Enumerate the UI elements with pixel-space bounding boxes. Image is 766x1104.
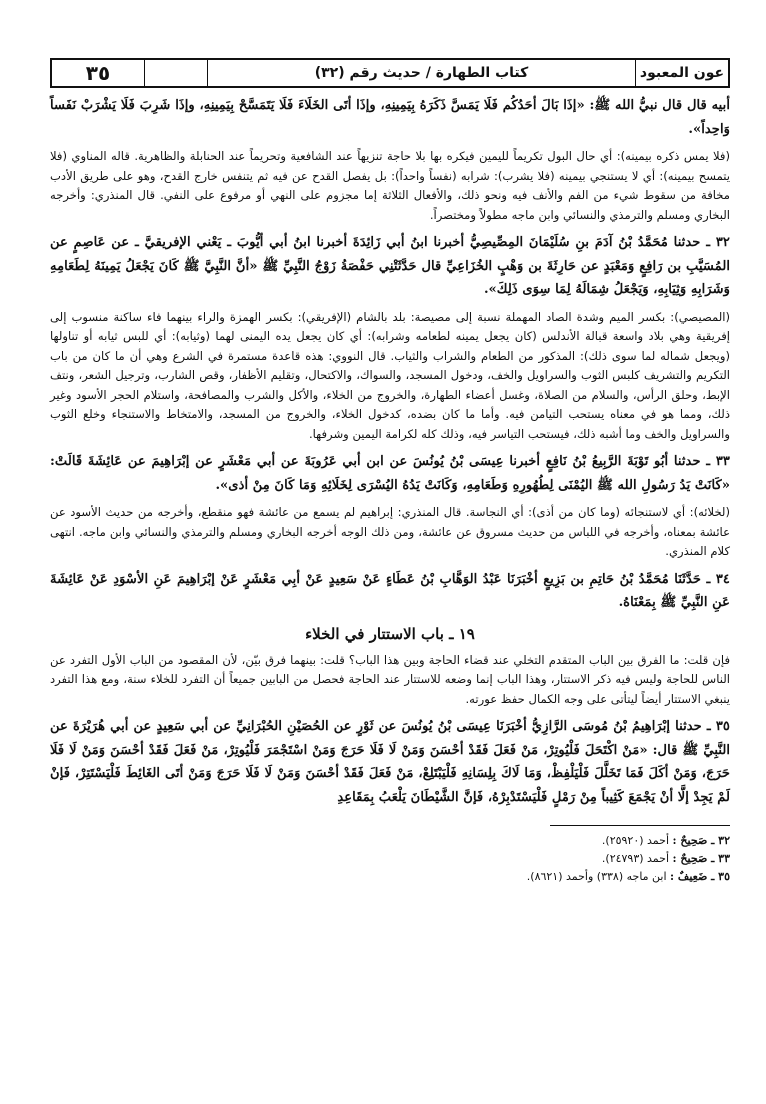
footnote-label: ٣٢ ـ صَحِيحٌ : [672,834,730,847]
hadith-text: ٣٢ ـ حدثنا مُحَمَّدُ بْنُ آدَمَ بنِ سُلَيْمَانَ المِصِّيصِيُّ أخبرنا ابنُ أبي زَائِدَةَ أخبرنا ابنُ أبي أيُّوبَ ـ يَعْني الإفريقيَّ ـ عن عَاصِمٍ عن المُسَيَّبِ بن رَافِعٍ وَمَعْبَدٍ عن حَارِثَةَ بن وَهْبٍ الخُزَاعِيِّ قال حَدَّثَتْنِي حَفْصَةُ زَوْجُ النَّبِيِّ ﷺ «أنَّ النَّبِيَّ ﷺ كَانَ يَجْعَلُ يَمِينَهُ لِطَعَامِهِ وَشَرَابِهِ وَثِيَابِهِ، وَيَجْعَلُ شِمَالَهُ لِمَا سِوَى ذَلِكَ». [50,235,730,297]
page-number: ٣٥ [85,61,111,85]
header-blank-cell [144,60,207,86]
footnote-label: ٣٥ ـ ضَعِيفٌ : [670,870,730,883]
page-body [50,94,730,886]
footnotes [50,832,730,886]
commentary-text: (المصيصي): بكسر الميم وشدة الصاد المهملة نسبة إلى مصيصة: بلد بالشام (الإفريقي): بكسر الهمزة والراء بينهما فاء ساكنة منسوب إلى إفريقية وهي بلاد واسعة قبالة الأندلس (كان يجعل يمينه لطعامه وشرابه): أي كان يجعل يده اليمنى لهما (وثيابه): أي للبس ثيابه أو تناولها (ويجعل شماله لما سوى ذلك): المذكور من الطعام والشراب والثياب. قال النووي: هذه قاعدة مستمرة في الشرع وهي أن ما كان من باب التكريم والتشريف كلبس الثوب والسراويل والخف، ودخول المسجد، والسواك، والاكتحال، وتقليم الأظفار، وقص الشارب، وترجيل الشعر، ونتف الإبط، وحلق الرأس، والسلام من الصلاة، وغسل أعضاء الطهارة، والخروج من الخلاء، والأكل والشرب والمصافحة، واستلام الحجر الأسود وغير ذلك، ومما هو في معناه يستحب التيامن فيه. وأما ما كان بضده، كدخول الخلاء، والخروج من المسجد، والامتخاط والاستنجاء وخلع الثوب والسراويل والخف وما أشبه ذلك، فيستحب التياسر فيه، وذلك كله لكرامة اليمين وشرفها. [50,309,730,441]
hadith-text: أبيه قال قال نبيُّ الله ﷺ: «إذَا بَالَ أحَدُكُم فَلَا يَمَسَّ ذَكَرَهُ بِيَمِينِهِ، وإذَا أتَى الخَلَاءَ فَلَا يَتَمَسَّحْ بِيَمِينِهِ، وإذَا شَرِبَ فَلَا يَشْرَبْ نَفَساً وَاحِداً». [50,98,730,137]
footnote-text: أحمد (٢٥٩٢٠). [601,834,670,847]
footnote [50,868,730,886]
footnote-text: أحمد (٢٤٧٩٣). [601,852,670,865]
footnote [50,832,730,850]
hadith-text: ٣٥ ـ حدثنا إبْرَاهِيمُ بْنُ مُوسَى الرَّازِيُّ أخْبَرَنَا عِيسَى بْنُ يُونُسَ عن ثَوْرٍ عن الحُصَيْنِ الحُبْرَانِيِّ عن أبي سَعِيدٍ عن أبي هُرَيْرَةَ عن النَّبِيِّ ﷺ قال: «مَنْ اكْتَحَلَ فَلْيُوتِرْ، مَنْ فَعَلَ فَقَدْ أحْسَنَ وَمَنْ لَا فَلَا حَرَجَ وَمَنْ اسْتَجْمَرَ فَلْيُوتِرْ، مَنْ فَعَلَ فَقَدْ أحْسَنَ وَمَنْ لَا فَلَا حَرَجَ، وَمَنْ أكَلَ فَمَا تَخَلَّلَ فَلْيَلْفِظْ، وَمَا لَاكَ بِلِسَانِهِ فَلْيَبْتَلِعْ، مَنْ فَعَلَ فَقَدْ أحْسَنَ وَمَنْ لَا فَلَا حَرَجَ وَمَنْ أتَى الغَائِطَ فَلْيَسْتَتِرْ، فَإنْ لَمْ يَجِدْ إلَّا أنْ يَجْمَعَ كَثِيباً مِنْ رَمْلٍ فَلْيَسْتَدْبِرْهُ، فَإنَّ الشَّيْطَانَ يَلْعَبُ بِمَقَاعِدِ [50,719,730,805]
chapter-title: كتاب الطهارة / حديث رقم (٣٢) [207,60,635,86]
commentary-text: (لخلائه): أي لاستنجائه (وما كان من أذى): أي النجاسة. قال المنذري: إبراهيم لم يسمع من عائشة فهو منقطع، وأخرجه من حديث الأسود عن عائشة بمعناه، وأخرجه في اللباس من حديث مسروق عن عائشة، ومن ذلك الوجه أخرجه البخاري ومسلم والترمذي والنسائي وابن ماجه. انتهى كلام المنذري. [50,505,730,558]
page-header [50,58,730,88]
footnote-divider [550,825,730,826]
book-page [50,58,730,886]
footnote-text: ابن ماجه (٣٣٨) وأحمد (٨٦٢١). [526,870,667,883]
chapter-heading: ١٩ ـ باب الاستتار في الخلاء [305,624,475,643]
footnote-label: ٣٣ ـ صَحِيحٌ : [672,852,730,865]
commentary-text: فإن قلت: ما الفرق بين الباب المتقدم التخلي عند قضاء الحاجة وبين هذا الباب؟ قلت: بينهما فرق بيّن، لأن المقصود من الباب الأول التفرد عن الناس للحاجة وليس فيه ذكر الاستتار، وهذا الباب إنما وضعه للاستتار عند الحاجة فحصل من البابين جميعاً أن التفرد للخلاء سنة، ومع هذا التفرد ينبغي الاستتار أيضاً ليتأتى على وجه الكمال حفظ عورته. [50,652,730,706]
commentary-text: (فلا يمس ذكره بيمينه): أي حال البول تكريماً لليمين فيكره بها بلا حاجة تنزيهاً عند الشافعية وتحريماً عند الحنابلة والظاهرية. قاله المناوي (فلا يتمسح بيمينه): أي لا يستنجي بيمينه (فلا يشرب): شرابه (نفساً واحداً): بل يفصل القدح عن فيه ثم يتنفس خارج القدح، وهو على طريق الأدب مخافة من سقوط شيء من الفم والأنف فيه ونحو ذلك، والأفعال الثلاثة إما مجزوم على النهي أو مرفوع على النفي. قال المنذري: وأخرجه البخاري ومسلم والترمذي والنسائي وابن ماجه مطولاً ومختصراً. [50,149,730,222]
book-title: عون المعبود [635,60,728,86]
hadith-text: ٣٤ ـ حَدَّثَنَا مُحَمَّدُ بْنُ حَاتِمِ بن بَزِيعٍ أخْبَرَنَا عَبْدُ الوَهَّابِ بْنُ عَطَاءٍ عَنْ سَعِيدٍ عَنْ أبِي مَعْشَرٍ عَنْ إبْرَاهِيمَ عَنِ الأسْوَدِ عَنْ عَائِشَةَ عَنِ النَّبِيِّ ﷺ بِمَعْنَاهُ. [50,571,730,610]
footnote [50,850,730,868]
hadith-text: ٣٣ ـ حدثنا أبُو تَوْبَةَ الرَّبِيعُ بْنُ نَافِعٍ أخبرنا عِيسَى بْنُ يُونُسَ عن ابن أبي عَرُوبَةَ عن أبي مَعْشَرٍ عن إبْرَاهِيمَ عن عَائِشَةَ قَالَتْ: «كَانَتْ يَدُ رَسُولِ الله ﷺ اليُمْنَى لِطُهُورِهِ وَطَعَامِهِ، وَكَانَتْ يَدُهُ اليُسْرَى لِخَلَائِهِ وَمَا كَانَ مِنْ أذى». [50,454,730,493]
